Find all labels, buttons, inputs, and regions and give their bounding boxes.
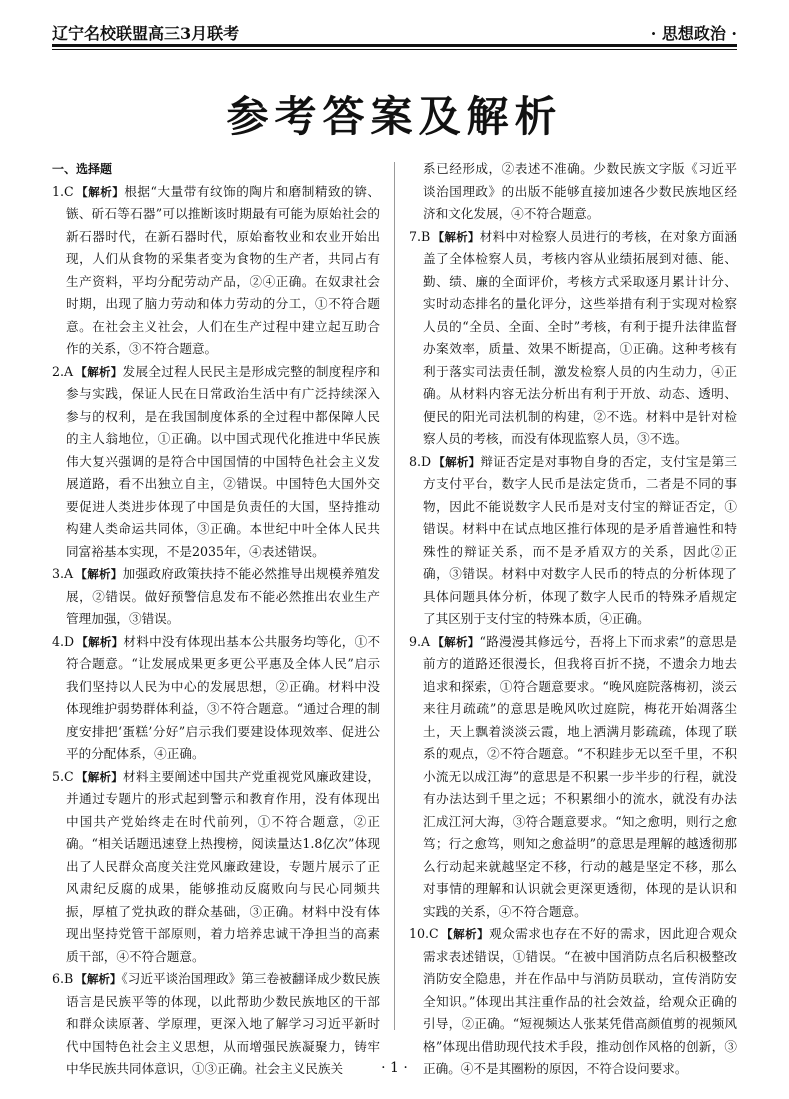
right-column [409, 158, 738, 1076]
answer-tag: 【解析】 [76, 634, 124, 649]
answer-tag: 【解析】 [75, 972, 122, 986]
answer-item [52, 766, 380, 969]
answer-item [52, 181, 380, 361]
answer-item [409, 451, 737, 631]
answer-text: 《习近平谈治国理政》第三卷被翻译成少数民族语言是民族平等的体现，以此帮助少数民族地区的干部和群众读原著、学原理，更深入地了解学习习近平新时代中国特色社会主义思想，从而增强民族凝聚力，铸牢中华民族共同体意识，①③正确。社会主义民族关 [66, 971, 381, 1076]
answer-num: 8. [409, 453, 422, 469]
answer-ans: C [429, 926, 439, 941]
answer-tag: 【解析】 [440, 927, 490, 941]
answer-tag: 【解析】 [432, 634, 480, 649]
answer-ans: A [64, 566, 74, 581]
answer-num: 1. [52, 183, 65, 199]
column-divider [394, 162, 395, 1030]
answer-ans: D [64, 633, 75, 649]
answer-text: “路漫漫其修远兮，吾将上下而求索”的意思是前方的道路还很漫长，但我将百折不挠，不遗余力地去追求和探索，①符合题意要求。“晚风庭院落梅初，淡云来往月疏疏”的意思是晚风吹过庭院，梅花开始凋落尘土，天上飘着淡淡云霞，地上洒满月影疏疏，体现了联系的观点，②不符合题意。“不积跬步无以至千里，不积小流无以成江海”的意思是不积累一步半步的行程，就没有办法达到千里之远；不积累细小的流水，就没有办法汇成江河大海，③符合题意要求。“知之愈明，则行之愈笃；行之愈笃，则知之愈益明”的意思是理解的越透彻那么行动起来就越坚定不移，行动的越是坚定不移，那么对事情的理解和认识就会更深更透彻，体现的是认识和实践的关系，④不符合题意。 [423, 633, 737, 919]
answer-item [409, 923, 737, 1081]
answer-ans: B [421, 228, 431, 244]
answer-ans: A [421, 633, 431, 649]
answer-tag: 【解析】 [75, 769, 124, 784]
answer-ans: C [64, 768, 74, 784]
page-title: 参考答案及解析 [226, 92, 563, 141]
answer-ans: C [64, 183, 74, 199]
answer-num: 3. [52, 566, 65, 581]
answer-text: 加强政府政策扶持不能必然推导出规模养殖发展，②错误。做好预警信息发布不能必然推出农业生产管理加强，③错误。 [66, 566, 381, 626]
page-header [52, 10, 737, 44]
continued-text: 系已经形成，②表述不准确。少数民族文字版《习近平谈治国理政》的出版不能够直接加速各少数民族地区经济和文化发展，④不符合题意。 [423, 161, 737, 221]
answer-ans: A [64, 363, 74, 379]
answer-num: 10. [409, 926, 430, 941]
left-column [52, 158, 381, 1076]
answer-num: 9. [409, 633, 422, 649]
answer-text: 材料主要阐述中国共产党重视党风廉政建设，并通过专题片的形式起到警示和教育作用，没有体现出中国共产党始终走在时代前列，①不符合题意，②正确。“相关话题迅速登上热搜榜，阅读量达1.8亿次”体现出了人民群众高度关注党风廉政建设，专题片展示了正风肃纪反腐的成果，能够推动反腐败向与民心同频共振，厚植了党执政的群众基础，③正确。材料中没有体现出坚持党管干部原则，着力培养忠诚干净担当的高素质干部，④不符合题意。 [66, 768, 381, 964]
answer-tag: 【解析】 [433, 454, 481, 469]
answer-item [409, 226, 737, 451]
answer-tag: 【解析】 [75, 184, 125, 199]
answer-item [409, 631, 737, 924]
answer-columns [52, 158, 738, 1076]
answer-num: 7. [409, 228, 422, 244]
answer-text: 辩证否定是对事物自身的否定，支付宝是第三方支付平台，数字人民币是法定货币，二者是不同的事物，因此不能说数字人民币是对支付宝的辩证否定，①错误。材料中在试点地区推行体现的是矛盾普遍性和特殊性的辩证关系，而不是矛盾双方的关系，因此②正确，③错误。材料中对数字人民币的特点的分析体现了具体问题具体分析，体现了数字人民币的特殊矛盾规定了其区别于支付宝的特殊本质，④正确。 [423, 453, 738, 626]
answer-ans: B [64, 971, 74, 986]
subject-label: · 思想政治 · [650, 24, 737, 43]
answer-num: 6. [52, 971, 65, 986]
answer-num: 2. [52, 363, 65, 379]
header-rule [52, 44, 737, 50]
answer-item [52, 563, 380, 631]
answer-text: 材料中没有体现出基本公共服务均等化，①不符合题意。“让发展成果更多更公平惠及全体人民”启示我们坚持以人民为中心的发展思想，②正确。材料中没体现维护弱势群体利益，③不符合题意。“通过合理的制度安排把‘蛋糕’分好”启示我们要建设体现效率、促进公平的分配体系，④正确。 [66, 633, 381, 761]
answer-num: 4. [52, 633, 65, 649]
answer-text: 观众需求也存在不好的需求，因此迎合观众需求表述错误，①错误。“在被中国消防点名后积极整改消防安全隐患，并在作品中与消防员联动，宣传消防安全知识。”体现出其注重作品的社会效益，给观众正确的引导，②正确。“短视频达人张某凭借高颜值剪的视频风格”体现出借助现代技术手段，推动创作风格的创新，③正确。④不是其圈粉的原因，不符合设问要求。 [423, 926, 738, 1076]
answer-num: 5. [52, 768, 65, 784]
answer-ans: D [421, 453, 432, 469]
answer-text: 材料中对检察人员进行的考核，在对象方面涵盖了全体检察人员，考核内容从业绩拓展到对德、能、勤、绩、廉的全面评价，考核方式采取逐月累计计分、实时动态排名的量化评分，这些举措有利于实现对检察人员的“全员、全面、全时”考核，有利于提升法律监督办案效率，质量、效果不断提高，①正确。这种考核有利于落实司法责任制，激发检察人员的内生动力，④正确。从材料内容无法分析出有利于开放、动态、透明、便民的阳光司法机制的构建，②不选。材料中是针对检察人员的考核，而没有体现监察人员，③不选。 [423, 228, 738, 446]
answer-text: 根据“大量带有纹饰的陶片和磨制精致的锛、镞、斫石等石器”可以推断该时期最有可能为原始社会的新石器时代，在新石器时代，原始畜牧业和农业开始出现，人们从食物的采集者变为食物的生产者，共同占有生产资料，平均分配劳动产品，②④正确。在奴隶社会时期，出现了脑力劳动和体力劳动的分工，①不符合题意。在社会主义社会，人们在生产过程中建立起互助合作的关系，③不符合题意。 [66, 183, 380, 356]
answer-item [52, 631, 380, 766]
answer-text: 发展全过程人民民主是形成完整的制度程序和参与实践，保证人民在日常政治生活中有广泛持续深入参与的权利，是在我国制度体系的全过程中都保障人民的主人翁地位，①正确。以中国式现代化推进中华民族伟大复兴强调的是符合中国国情的中国特色社会主义发展道路，看不出独立自主，②错误。中国特色大国外交要促进人类进步体现了中国是负责任的大国，坚持推动构建人类命运共同体，③正确。本世纪中叶全体人民共同富裕基本实现，不是2035年，④表述错误。 [66, 363, 381, 559]
answer-item [52, 361, 380, 564]
answer-tag: 【解析】 [75, 567, 123, 581]
page-number: · 1 · [381, 1060, 408, 1076]
exam-title: 辽宁名校联盟高三3月联考 [52, 24, 240, 43]
section-heading: 一、选择题 [52, 162, 113, 176]
answer-tag: 【解析】 [432, 229, 480, 244]
answer-tag: 【解析】 [75, 364, 123, 379]
